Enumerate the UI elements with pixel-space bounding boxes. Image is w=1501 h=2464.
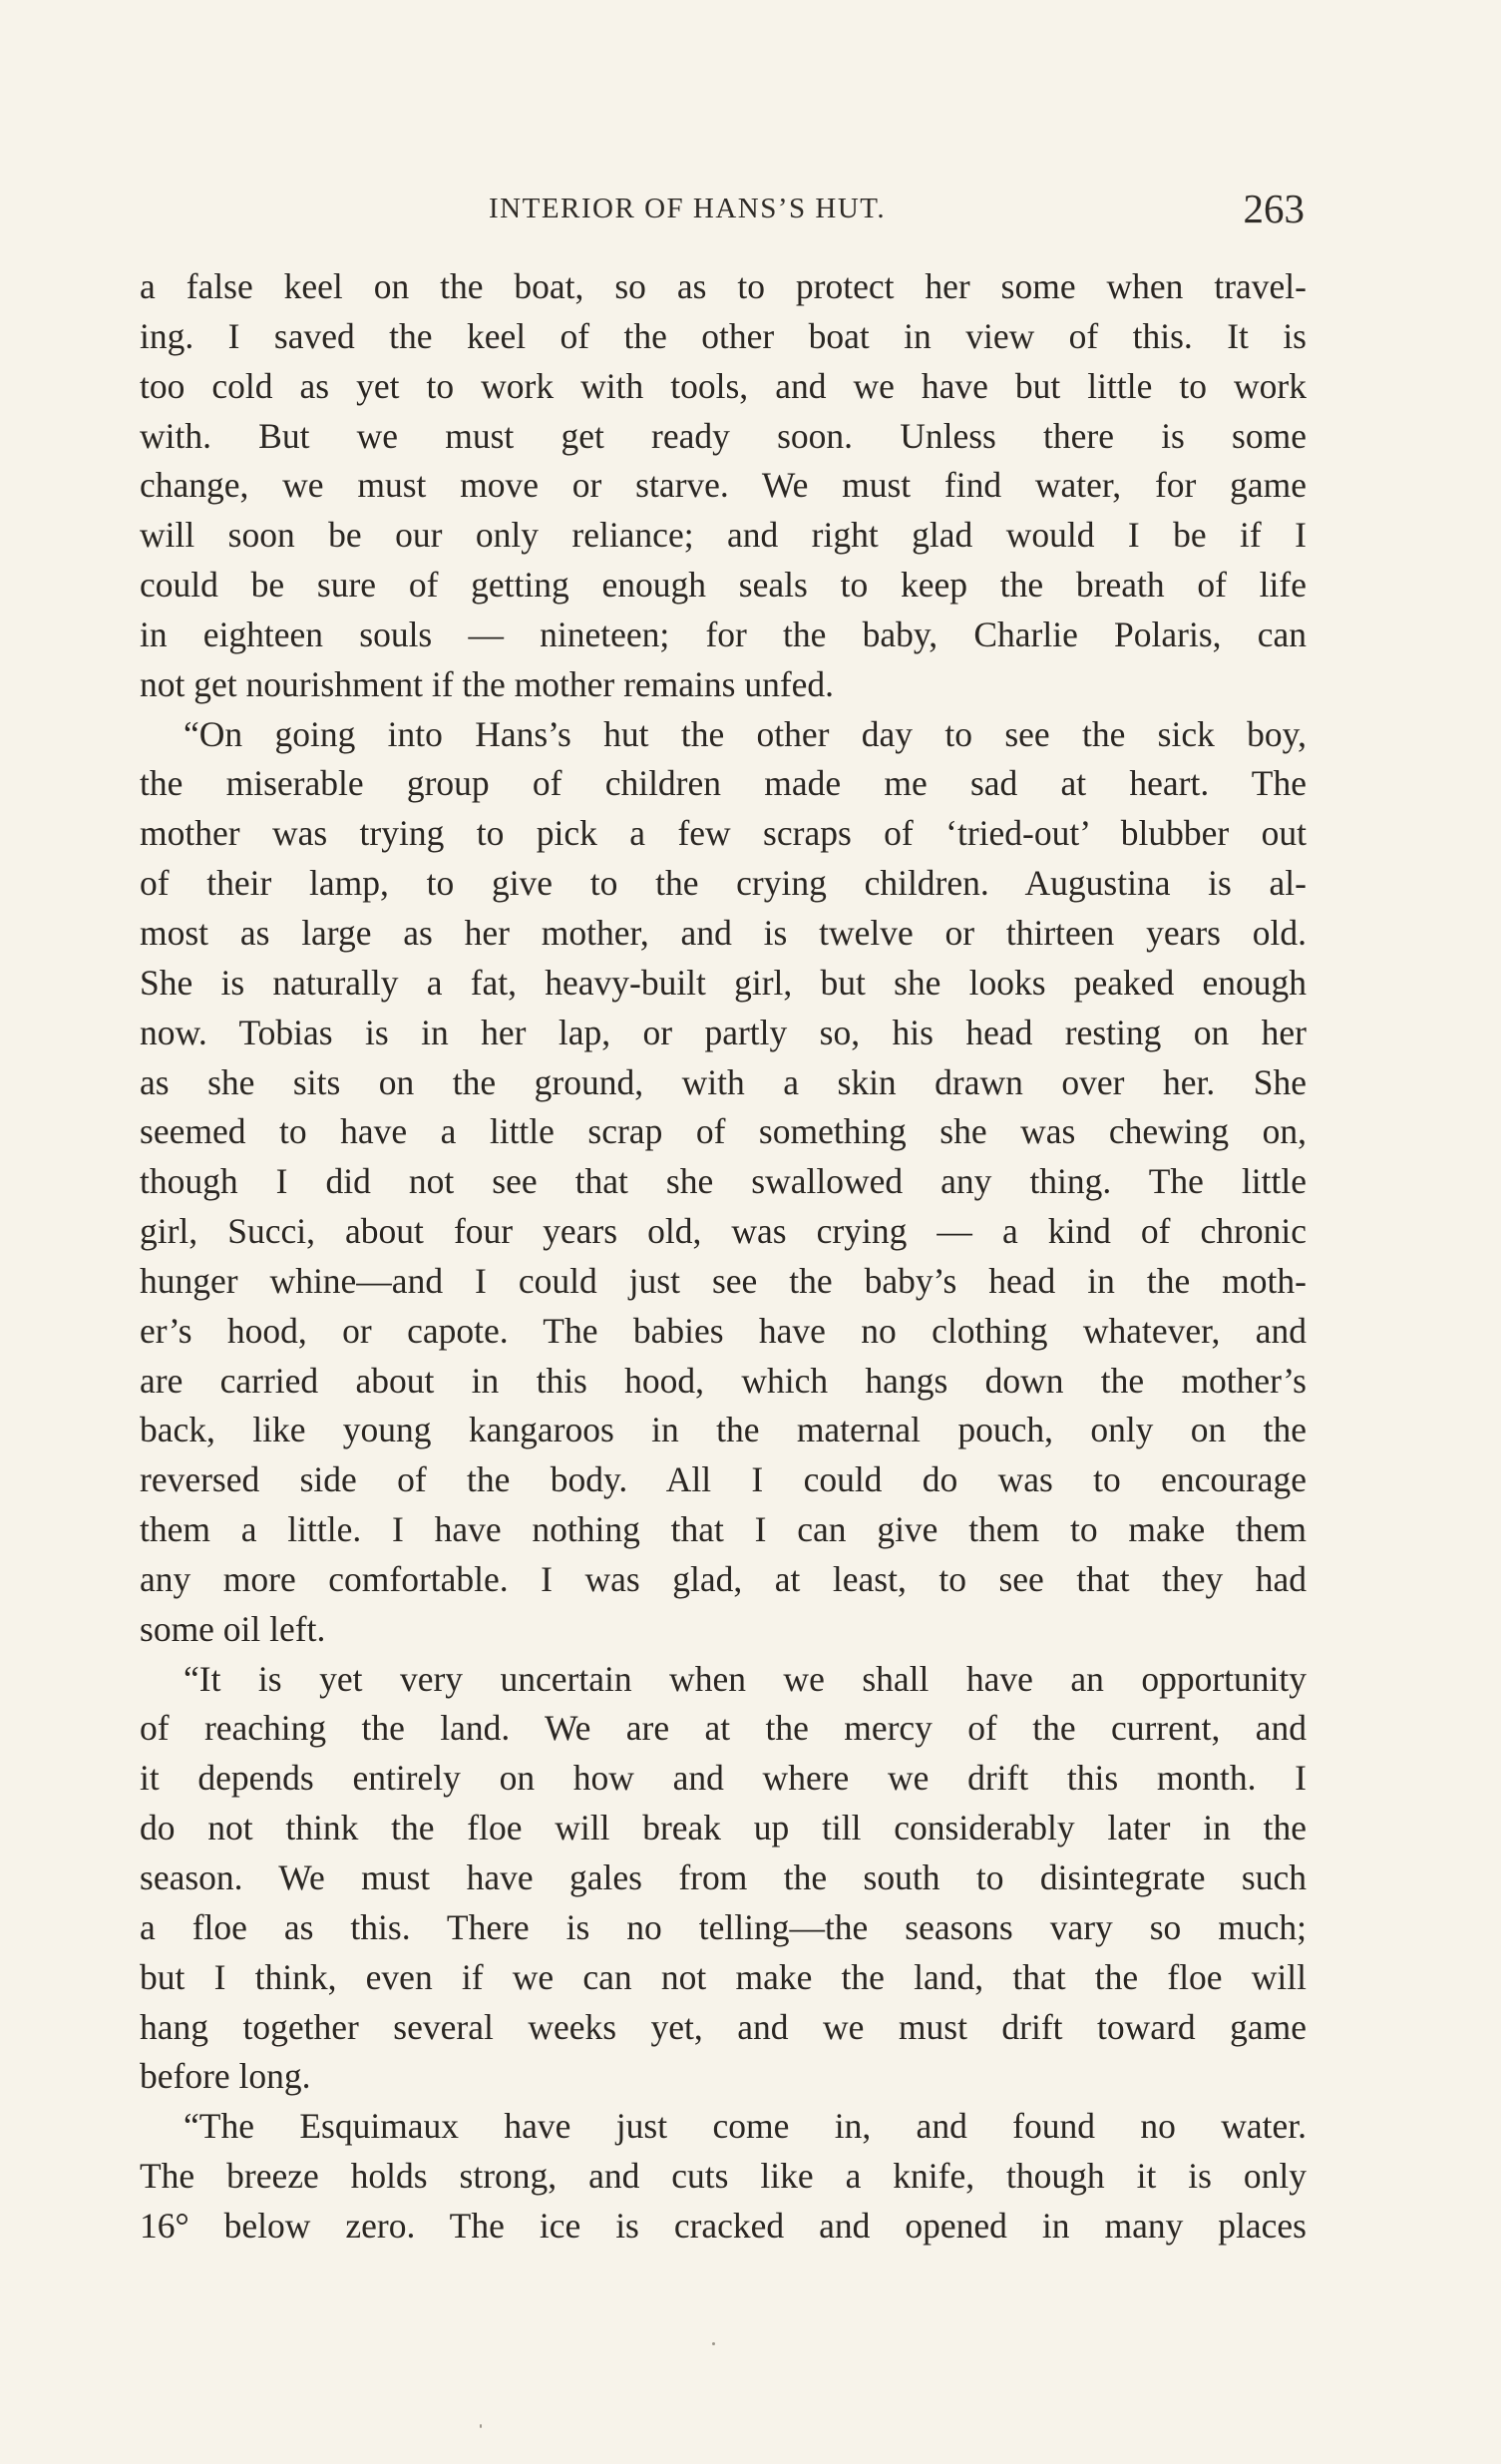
text-line: seemed to have a little scrap of something she was chewing on, bbox=[140, 1111, 1307, 1152]
text-line: though I did not see that she swallowed any thing. The little bbox=[140, 1161, 1307, 1202]
text-line: them a little. I have nothing that I can give them to make them bbox=[140, 1509, 1307, 1550]
text-line: ing. I saved the keel of the other boat in view of this. It is bbox=[140, 315, 1307, 356]
text-line: most as large as her mother, and is twelve or thirteen years old. bbox=[140, 912, 1307, 953]
text-line: could be sure of getting enough seals to keep the breath of life bbox=[140, 565, 1307, 606]
text-line: before long. bbox=[140, 2056, 311, 2097]
text-line: do not think the floe will break up till considerably later in the bbox=[140, 1808, 1307, 1848]
text-line: any more comfortable. I was glad, at least, to see that they had bbox=[140, 1558, 1307, 1599]
text-line: 16° below zero. The ice is cracked and opened in many places bbox=[140, 2205, 1307, 2246]
text-line: The breeze holds strong, and cuts like a knife, though it is only bbox=[140, 2156, 1307, 2197]
text-line: She is naturally a fat, heavy-built girl, but she looks peaked enough bbox=[140, 962, 1307, 1003]
text-line: with. But we must get ready soon. Unless there is some bbox=[140, 415, 1307, 456]
text-line: of reaching the land. We are at the mercy of the current, and bbox=[140, 1708, 1307, 1749]
text-line: will soon be our only reliance; and right glad would I be if I bbox=[140, 515, 1307, 556]
text-line: some oil left. bbox=[140, 1608, 326, 1649]
text-line: a floe as this. There is no telling—the seasons vary so much; bbox=[140, 1906, 1307, 1947]
paragraph-start: “The Esquimaux have just come in, and found no water. bbox=[184, 2106, 1307, 2147]
text-line: mother was trying to pick a few scraps of ‘tried-out’ blubber out bbox=[140, 813, 1307, 854]
text-line: now. Tobias is in her lap, or partly so, his head resting on her bbox=[140, 1012, 1307, 1052]
paragraph-start: “On going into Hans’s hut the other day to see the sick boy, bbox=[184, 713, 1307, 754]
paper-speck bbox=[712, 2342, 715, 2345]
text-line: change, we must move or starve. We must find water, for game bbox=[140, 465, 1307, 506]
text-line: are carried about in this hood, which hangs down the mother’s bbox=[140, 1360, 1307, 1401]
text-line: reversed side of the body. All I could do was to encourage bbox=[140, 1459, 1307, 1500]
text-line: hunger whine—and I could just see the baby’s head in the moth- bbox=[140, 1260, 1307, 1301]
text-line: as she sits on the ground, with a skin drawn over her. She bbox=[140, 1061, 1307, 1102]
text-line: hang together several weeks yet, and we must drift toward game bbox=[140, 2006, 1307, 2047]
text-line: a false keel on the boat, so as to protect her some when travel- bbox=[140, 266, 1307, 306]
text-line: too cold as yet to work with tools, and we have but little to work bbox=[140, 365, 1307, 406]
text-line: of their lamp, to give to the crying children. Augustina is al- bbox=[140, 863, 1307, 904]
text-line: the miserable group of children made me sad at heart. The bbox=[140, 763, 1307, 804]
text-line: season. We must have gales from the south to disintegrate such bbox=[140, 1857, 1307, 1897]
text-line: er’s hood, or capote. The babies have no clothing whatever, and bbox=[140, 1310, 1307, 1351]
running-head bbox=[140, 185, 1307, 244]
text-line: girl, Succi, about four years old, was crying — a kind of chronic bbox=[140, 1211, 1307, 1252]
paper-speck bbox=[480, 2424, 482, 2428]
text-line: it depends entirely on how and where we drift this month. I bbox=[140, 1758, 1307, 1799]
text-line: but I think, even if we can not make the land, that the floe will bbox=[140, 1956, 1307, 1997]
running-title: INTERIOR OF HANS’S HUT. bbox=[489, 193, 887, 224]
body-text bbox=[140, 262, 1307, 2252]
text-line: back, like young kangaroos in the maternal pouch, only on the bbox=[140, 1410, 1307, 1450]
text-line: not get nourishment if the mother remains unfed. bbox=[140, 663, 835, 704]
paragraph-start: “It is yet very uncertain when we shall have an opportunity bbox=[184, 1658, 1307, 1699]
text-line: in eighteen souls — nineteen; for the baby, Charlie Polaris, can bbox=[140, 614, 1307, 654]
page-number: 263 bbox=[1243, 186, 1305, 231]
